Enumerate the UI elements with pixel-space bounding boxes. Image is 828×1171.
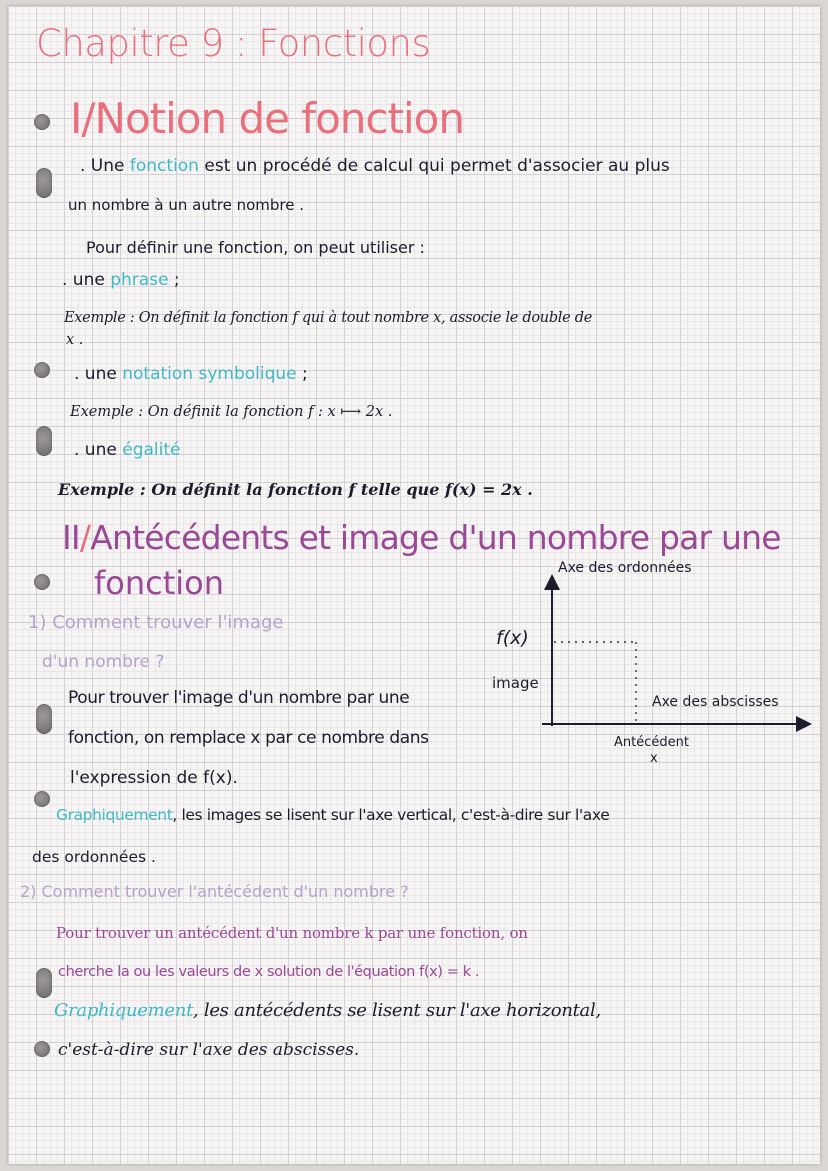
example-3: Exemple : On définit la fonction f telle que f(x) = 2x . xyxy=(58,480,533,499)
item-prefix: . une xyxy=(74,440,123,460)
intro-line-1 xyxy=(80,156,670,176)
binder-hole xyxy=(36,968,52,998)
graphically-antecedents-line-1 xyxy=(54,1000,601,1021)
keyword-graphiquement: Graphiquement xyxy=(54,1000,194,1021)
keyword-notation-symbolique: notation symbolique xyxy=(122,364,297,384)
section-1-heading: I/Notion de fonction xyxy=(70,94,464,143)
example-1-line-1: Exemple : On définit la fonction f qui à tout nombre x, associe le double de xyxy=(64,310,593,326)
graphically-text: , les images se lisent sur l'axe vertical, c'est-à-dire sur l'axe xyxy=(172,806,610,824)
intro-line-2: un nombre à un autre nombre . xyxy=(68,196,305,214)
section-2-heading-line-2: fonction xyxy=(94,564,225,602)
y-axis-arrowhead xyxy=(544,574,560,590)
list-item-phrase xyxy=(62,270,180,290)
item-prefix: . une xyxy=(62,270,111,290)
graphically-antecedents-line-2: c'est-à-dire sur l'axe des abscisses. xyxy=(58,1040,360,1060)
graphically-images-line-2: des ordonnées . xyxy=(32,848,156,866)
antecedent-paragraph-line-1: Pour trouver un antécédent d'un nombre k par une fonction, on xyxy=(56,924,528,942)
define-line: Pour définir une fonction, on peut utiliser : xyxy=(86,238,425,257)
example-1-line-2: x . xyxy=(66,332,84,348)
binder-hole xyxy=(36,426,52,456)
y-axis-label: Axe des ordonnées xyxy=(558,560,692,576)
antecedent-x-label: x xyxy=(650,751,658,766)
image-paragraph-line-3: l'expression de f(x). xyxy=(70,768,238,788)
page-title: Chapitre 9 : Fonctions xyxy=(36,22,431,65)
item-suffix: ; xyxy=(296,364,308,384)
example-2: Exemple : On définit la fonction f : x ⟼ 2x . xyxy=(70,404,393,420)
antecedent-paragraph-line-2: cherche la ou les valeurs de x solution de l'équation f(x) = k . xyxy=(58,964,480,980)
binder-hole xyxy=(34,362,50,378)
binder-hole xyxy=(36,168,52,198)
section-2-heading-line-1 xyxy=(62,518,781,557)
image-paragraph-line-2: fonction, on remplace x par ce nombre dans xyxy=(68,728,429,748)
binder-hole xyxy=(36,704,52,734)
x-axis-arrowhead xyxy=(796,716,812,732)
intro-text: est un procédé de calcul qui permet d'associer au plus xyxy=(198,156,670,176)
subheading-1-line-2: d'un nombre ? xyxy=(42,652,165,672)
subheading-2: 2) Comment trouver l'antécédent d'un nombre ? xyxy=(20,882,409,901)
keyword-fonction: fonction xyxy=(129,156,199,176)
graphically-images-line-1 xyxy=(56,806,609,824)
graphically-text: , les antécédents se lisent sur l'axe horizontal, xyxy=(193,1000,601,1021)
antecedent-label: Antécédent xyxy=(614,735,689,750)
notebook-page xyxy=(8,6,820,1164)
heading-text: Antécédents et image d'un nombre par une xyxy=(90,518,781,557)
binder-hole xyxy=(34,574,50,590)
intro-text: . Une xyxy=(80,156,130,176)
axes-diagram xyxy=(478,554,816,776)
keyword-graphiquement: Graphiquement xyxy=(56,806,173,824)
x-axis-label: Axe des abscisses xyxy=(652,694,779,710)
item-prefix: . une xyxy=(74,364,123,384)
binder-hole xyxy=(34,1041,50,1057)
keyword-egalite: égalité xyxy=(122,440,181,460)
subheading-1-line-1: 1) Comment trouver l'image xyxy=(28,612,284,633)
list-item-notation xyxy=(74,364,308,384)
image-paragraph-line-1: Pour trouver l'image d'un nombre par une xyxy=(68,688,410,708)
binder-hole xyxy=(34,114,50,130)
heading-number: II xyxy=(62,518,80,557)
fx-label: f(x) xyxy=(496,627,529,649)
heading-separator: / xyxy=(79,518,91,557)
binder-hole xyxy=(34,791,50,807)
image-label: image xyxy=(492,674,539,692)
list-item-egalite xyxy=(74,440,180,460)
item-suffix: ; xyxy=(168,270,180,290)
keyword-phrase: phrase xyxy=(110,270,169,290)
